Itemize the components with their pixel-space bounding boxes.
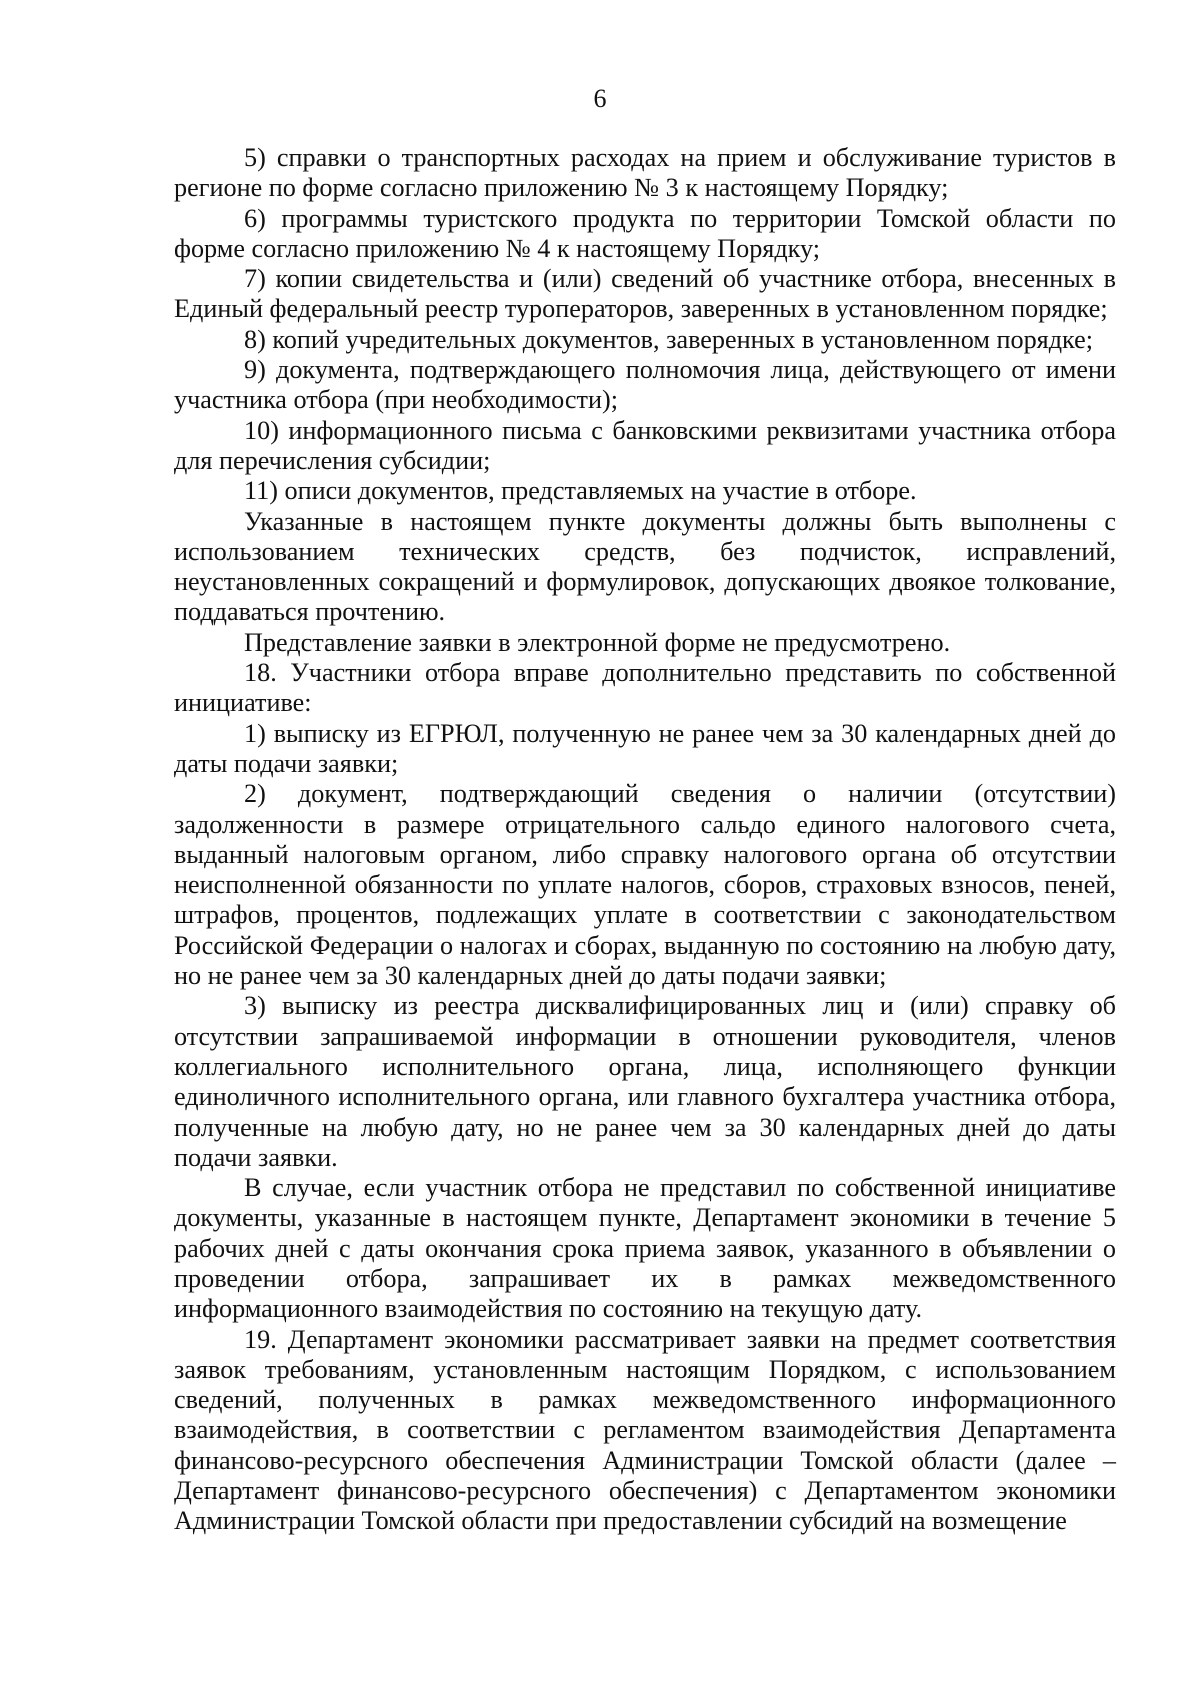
paragraph: 11) описи документов, представляемых на участие в отборе. [244,476,917,506]
paragraph: 7) копии свидетельства и (или) сведений об участнике отбора, внесенных в Единый федеральный реестр туроператоров, заверенных в установленном порядке; [174,264,1116,324]
paragraph: 19. Департамент экономики рассматривает заявки на предмет соответствия заявок требованиям, установленным настоящим Порядком, с использованием сведений, полученных в рамках межведомственного информационного взаимодействия, в соответствии с регламентом взаимодействия Департамента финансово-ресурсного обеспечения Администрации Томской области (далее – Департамент финансово-ресурсного обеспечения) с Департаментом экономики Администрации Томской области при предоставлении субсидий на возмещение [174,1324,1116,1536]
paragraph: Указанные в настоящем пункте документы должны быть выполнены с использованием технических средств, без подчисток, исправлений, неустановленных сокращений и формулировок, допускающих двоякое толкование, поддаваться прочтению. [174,506,1116,627]
paragraph: Представление заявки в электронной форме не предусмотрено. [244,627,951,657]
paragraph: В случае, если участник отбора не представил по собственной инициативе документы, указанные в настоящем пункте, Департамент экономики в течение 5 рабочих дней с даты окончания срока приема заявок, указанного в объявлении о проведении отбора, запрашивает их в рамках межведомственного информационного взаимодействия по состоянию на текущую дату. [174,1173,1116,1324]
paragraph: 6) программы туристского продукта по территории Томской области по форме согласно приложению № 4 к настоящему Порядку; [174,203,1116,263]
paragraph: 2) документ, подтверждающий сведения о наличии (отсутствии) задолженности в размере отрицательного сальдо единого налогового счета, выданный налоговым органом, либо справку налогового органа об отсутствии неисполненной обязанности по уплате налогов, сборов, страховых взносов, пеней, штрафов, процентов, подлежащих уплате в соответствии с законодательством Российской Федерации о налогах и сборах, выданную по состоянию на любую дату, но не ранее чем за 30 календарных дней до даты подачи заявки; [174,779,1116,991]
page-number: 6 [593,84,607,113]
paragraph: 8) копий учредительных документов, заверенных в установленном порядке; [244,324,1094,354]
paragraph: 9) документа, подтверждающего полномочия лица, действующего от имени участника отбора (при необходимости); [174,355,1116,415]
paragraph: 10) информационного письма с банковскими реквизитами участника отбора для перечисления субсидии; [174,415,1116,475]
paragraph: 5) справки о транспортных расходах на прием и обслуживание туристов в регионе по форме согласно приложению № 3 к настоящему Порядку; [174,143,1116,203]
document-body [174,143,1116,1537]
paragraph: 18. Участники отбора вправе дополнительно представить по собственной инициативе: [174,658,1116,718]
paragraph: 3) выписку из реестра дисквалифицированных лиц и (или) справку об отсутствии запрашиваемой информации в отношении руководителя, членов коллегиального исполнительного органа, лица, исполняющего функции единоличного исполнительного органа, или главного бухгалтера участника отбора, полученные на любую дату, но не ранее чем за 30 календарных дней до даты подачи заявки. [174,991,1116,1172]
paragraph: 1) выписку из ЕГРЮЛ, полученную не ранее чем за 30 календарных дней до даты подачи заявки; [174,718,1116,778]
